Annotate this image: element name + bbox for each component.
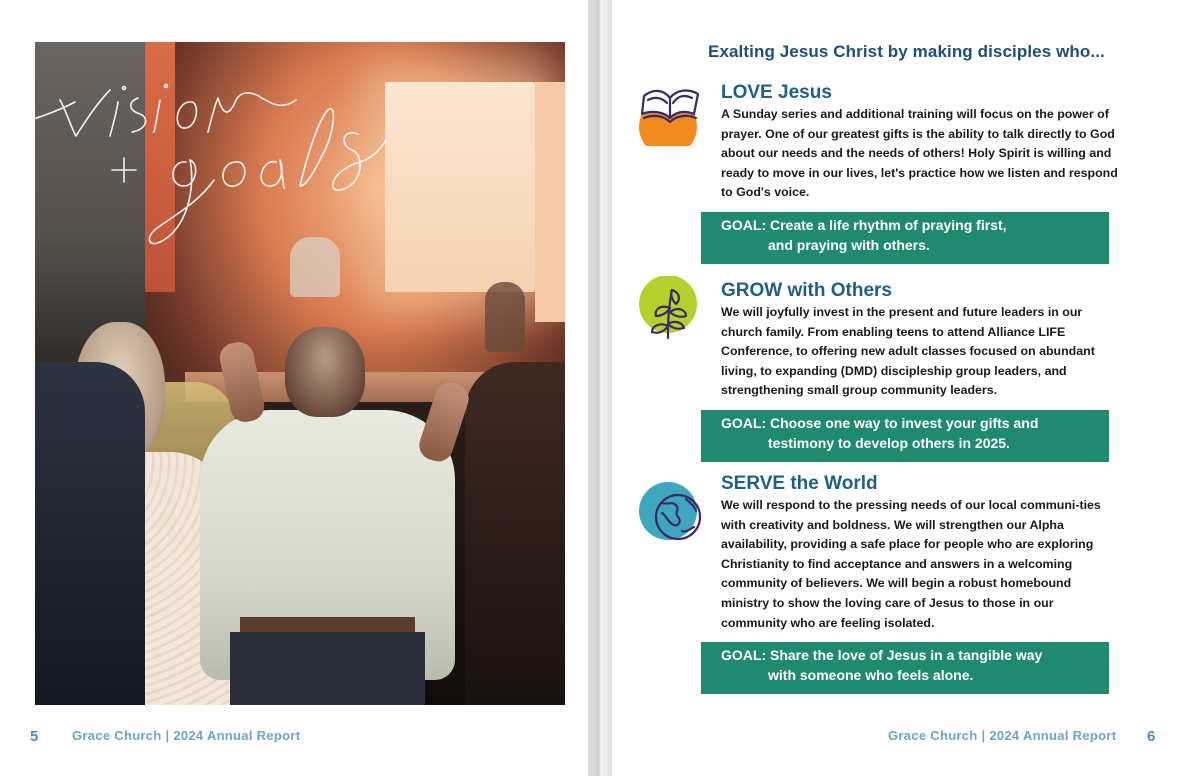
section-title: SERVE the World [721, 473, 878, 494]
section-body: We will joyfully invest in the present and future leaders in our church family. From enabling teens to attend Alliance LIFE Conference, to offering new adult classes focused on abundant living, to expanding (DMD) discipleship group leaders, and strengthening small group community leaders. [721, 305, 1095, 398]
goal-box [701, 212, 1109, 264]
right-page [612, 0, 1200, 776]
goal-text-line2: and praying with others. [768, 236, 930, 253]
sprout-icon [638, 276, 702, 340]
footer-left: Grace Church | 2024 Annual Report [72, 728, 301, 743]
page-number-left: 5 [30, 728, 39, 745]
section-body: We will respond to the pressing needs of our local communi-ties with creativity and boldness. We will strengthen our Alpha availability, providing a safe place for people who are exploring Christianity to find acceptance and answers in a welcoming community of believers. We will begin a robust homebound ministry to show the loving care of Jesus to those in our community who are feeling isolated. [721, 498, 1101, 630]
goal-box [701, 642, 1109, 694]
section-title: GROW with Others [721, 280, 892, 301]
goal-text-line1: Create a life rhythm of praying first, [770, 217, 1007, 233]
goal-label: GOAL: [721, 217, 767, 233]
open-bible-icon [638, 82, 702, 146]
goal-box [701, 410, 1109, 462]
goal-text-line2: testimony to develop others in 2025. [768, 434, 1010, 451]
page-headline: Exalting Jesus Christ by making disciples who... [708, 42, 1105, 61]
section-body: A Sunday series and additional training will focus on the power of prayer. One of our greatest gifts is the ability to talk directly to God about our needs and the needs of others! Holy Spirit is willing and ready to move in our lives, let's practice how we listen and respond to God's voice. [721, 107, 1118, 200]
globe-icon [638, 481, 702, 545]
section-title: LOVE Jesus [721, 82, 832, 103]
footer-right: Grace Church | 2024 Annual Report [888, 728, 1117, 743]
worship-photo [35, 42, 565, 705]
spine-gutter [588, 0, 612, 776]
left-page [0, 0, 588, 776]
goal-text-line2: with someone who feels alone. [768, 666, 974, 683]
goal-text-line1: Choose one way to invest your gifts and [770, 415, 1039, 431]
goal-label: GOAL: [721, 647, 767, 663]
goal-text-line1: Share the love of Jesus in a tangible way [770, 647, 1043, 663]
page-number-right: 6 [1147, 728, 1156, 745]
goal-label: GOAL: [721, 415, 767, 431]
